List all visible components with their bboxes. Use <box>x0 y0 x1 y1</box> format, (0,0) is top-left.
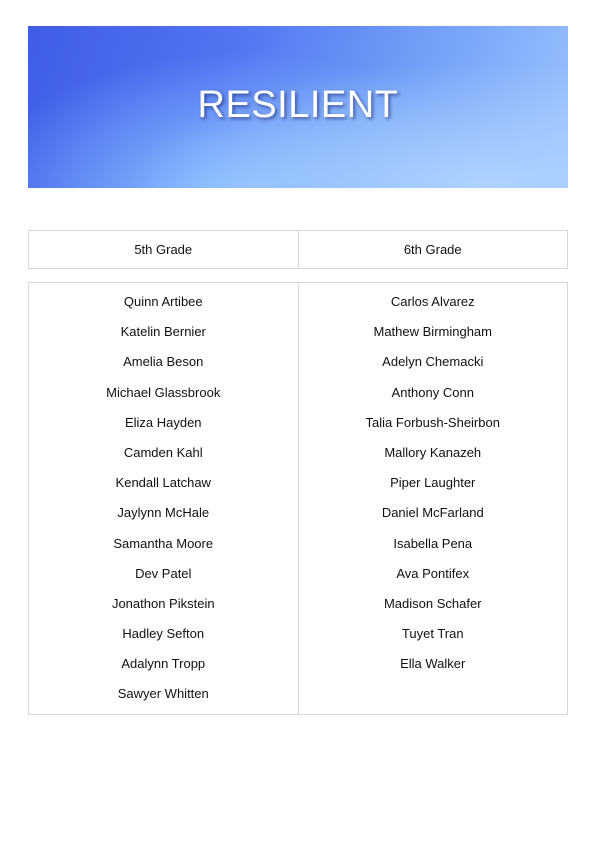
name-cell: Mallory Kanazeh <box>384 444 482 460</box>
name-cell: Jonathon Pikstein <box>111 595 215 611</box>
name-cell: Eliza Hayden <box>124 414 202 430</box>
name-cell: Hadley Sefton <box>122 626 205 642</box>
name-cell: Camden Kahl <box>123 444 203 460</box>
column-6th-grade <box>298 283 568 714</box>
name-cell: Isabella Pena <box>393 535 473 551</box>
grade-header-table <box>28 230 568 269</box>
name-cell: Amelia Beson <box>123 354 204 370</box>
column-5th-grade <box>29 283 298 714</box>
name-cell: Tuyet Tran <box>401 626 464 642</box>
name-cell: Carlos Alvarez <box>390 294 475 309</box>
name-cell: Talia Forbush-Sheirbon <box>365 414 500 430</box>
name-cell: Anthony Conn <box>391 384 474 400</box>
page-title: RESILIENT <box>197 83 399 126</box>
name-cell: Mathew Birmingham <box>373 324 492 340</box>
title-banner <box>28 26 568 188</box>
name-cell: Madison Schafer <box>383 595 482 611</box>
name-cell: Piper Laughter <box>390 475 476 491</box>
name-cell: Quinn Artibee <box>123 294 203 309</box>
name-cell: Michael Glassbrook <box>106 384 221 400</box>
name-cell: Kendall Latchaw <box>115 475 211 491</box>
name-cell: Samantha Moore <box>113 535 214 551</box>
name-cell: Katelin Bernier <box>120 324 206 340</box>
header-6th-grade: 6th Grade <box>298 231 568 268</box>
name-cell: Dev Patel <box>135 565 192 581</box>
name-cell: Ella Walker <box>400 656 466 672</box>
name-cell: Jaylynn McHale <box>117 505 210 521</box>
name-cell: Ava Pontifex <box>396 565 470 581</box>
names-table <box>28 282 568 715</box>
name-cell: Daniel McFarland <box>381 505 484 521</box>
name-cell: Adelyn Chemacki <box>382 354 484 370</box>
header-5th-grade: 5th Grade <box>134 242 193 257</box>
name-cell: Adalynn Tropp <box>121 656 206 672</box>
name-cell: Sawyer Whitten <box>117 686 209 702</box>
